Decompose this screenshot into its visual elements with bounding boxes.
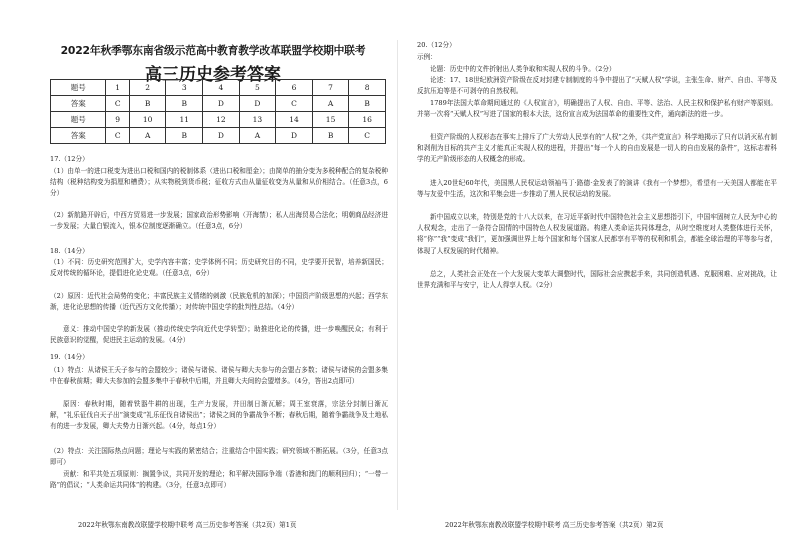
table-cell: C (106, 128, 129, 144)
table-cell: B (312, 128, 349, 144)
q20-argument-5 (417, 212, 777, 257)
q17-heading (50, 154, 388, 165)
q19-part2-features (50, 446, 388, 468)
table-cell: 5 (239, 80, 276, 96)
q20-example-label (417, 52, 777, 63)
table-cell: 3 (166, 80, 203, 96)
table-cell: 9 (106, 112, 129, 128)
table-cell: C (106, 96, 129, 112)
q19-part2-contributions (50, 469, 388, 491)
paragraph: 1789年法国大革命期间通过的《人权宣言》，明确提出了人权、自由、平等、法治、人民主权和保护私有财产等原则。并第一次将“天赋人权”写进了国家的根本大法，这份宣言成为法国革命的重要性文件，通向新法的进一步。 (417, 99, 777, 119)
right-page (397, 0, 794, 550)
paragraph: 19.（14分） (50, 353, 89, 361)
q19-part1-reasons (50, 399, 388, 433)
paragraph: （1）不同：历史研究范围扩大，史学内容丰富；史学体例不同；历史研究目的不同，史学要开民智，培养新国民；反对传统的循环论，提倡进化论史观。（任意3点，6分） (50, 258, 388, 278)
paragraph: （1）特点：从诸侯王夭子参与的会盟较少；诸侯与诸侯、诸侯与卿大夫参与的会盟占多数；诸侯与诸侯的会盟多集中在春秋前期；卿大夫参加的会盟多集中于春秋中后期，并且卿大夫间的会盟增多。（4分，答出2点即可） (50, 366, 388, 386)
paragraph: （2）新航路开辟后，中西方贸易进一步发展；国家政治形势影响（开海禁）；私人出海贸易合法化；明朝商品经济进一步发展；大量白银流入，银本位制度逐渐确立。（任意3点，6分） (50, 211, 388, 231)
paragraph: 论述：17、18世纪欧洲资产阶级在反对封建专制制度的斗争中提出了“天赋人权”学说，主张生命、财产、自由、平等及反抗压迫等是不可剥夺的自然权利。 (417, 76, 777, 96)
table-row (51, 80, 386, 96)
table-cell: 14 (276, 112, 313, 128)
table-cell: 8 (349, 80, 386, 96)
table-cell: D (239, 96, 276, 112)
table-cell: C (276, 96, 313, 112)
table-cell: 1 (106, 80, 129, 96)
q20-conclusion (417, 269, 777, 291)
table-cell: 11 (166, 112, 203, 128)
q18-part2-reasons (50, 291, 388, 313)
q18-heading (50, 246, 388, 257)
table-cell: 16 (349, 112, 386, 128)
table-cell: 10 (129, 112, 166, 128)
table-cell: D (203, 96, 240, 112)
table-cell: 答案 (51, 128, 106, 144)
q20-argument-4 (417, 178, 777, 200)
paragraph: （1）由单一的进口税变为进出口税和国内的税制体系（进出口税和厘金）；由简单的抽分变为多税种配合的复杂税种结构（税种结构变为捐厘和槽费）；从实物税到货币税；征收方式由从量征收变为从量和从价相结合。（任意3点，6分） (50, 167, 388, 198)
table-cell: C (349, 128, 386, 144)
q19-part1-features (50, 365, 388, 387)
paragraph: 贡献：和平共处五项原则：搁置争议，共同开发的理论；和平解决国际争端（香港和澳门的顺利回归）；“一带一路”的倡议；“人类命运共同体”的构建。（3分，任意3点即可） (50, 470, 388, 490)
table-cell: D (203, 128, 240, 144)
q19-heading (50, 352, 388, 363)
table-cell: B (166, 96, 203, 112)
paragraph: 新中国成立以来，特别是党的十八大以来，在习近平新时代中国特色社会主义思想指引下，中国牢固树立人民为中心的人权观念，走出了一条符合国情的中国特色人权发展道路。构建人类命运共同体理念，从时空维度对人类整体进行关怀，将“你”“我”变成“我们”，更加强调世界上每个国家和每个国家人民都享有平等的权利和机会，都能全球治理的平等参与者，体现了人权发展的时代精神。 (417, 213, 777, 255)
table-row (51, 128, 386, 144)
table-cell: 12 (203, 112, 240, 128)
table-cell: 15 (312, 112, 349, 128)
table-cell: A (129, 128, 166, 144)
table-cell: B (166, 128, 203, 144)
table-cell: D (276, 128, 313, 144)
paragraph: 但资产阶级的人权形态在事实上排斥了广大劳动人民享有的“人权”之外，《共产党宣言》科学地揭示了只有以消灭私有制和剥削为目标的共产主义才能真正实现人权的进程，并提出“每一个人的自由发展是一切人的自由发展的条件”，这标志着科学的无产阶级形态的人权概念的形成。 (417, 133, 777, 164)
table-cell: 答案 (51, 96, 106, 112)
paragraph: 18.（14分） (50, 247, 89, 255)
table-cell: 6 (276, 80, 313, 96)
doc-title: 高三历史参考答案 (145, 65, 281, 85)
paragraph: 进入20世纪60年代，美国黑人民权运动领袖马丁·路德·金发表了的演讲《我有一个梦想》，希望有一天美国人都能在平等与友爱中生活，这次和平集会进一步推动了黑人民权运动的发展。 (417, 179, 777, 199)
table-cell: A (239, 128, 276, 144)
q20-argument-1 (417, 75, 777, 97)
q20-thesis (417, 64, 777, 75)
paragraph: 论题：历史中的文件折射出人类争取和实现人权的斗争。（2分） (430, 65, 616, 73)
paragraph: 原因：春秋时期，随着铁器牛耕的出现，生产力发展，井田制日渐瓦解；周王室衰落，宗法分封制日渐瓦解，“礼乐征伐自天子出”演变成“礼乐征伐自诸侯出”；诸侯之间的争霸战争不断；春秋后期，随着争霸战争及土地私有的进一步发展，卿大夫势力日渐兴起。（4分，每点1分） (50, 400, 388, 431)
paragraph: 意义：推动中国史学的新发展（推动传统史学向近代史学转型）；助推进化论的传播，进一步唤醒民众；有利于民族意识的觉醒，促进民主运动的发展。（4分） (50, 325, 388, 345)
table-cell: 7 (312, 80, 349, 96)
q17-part1 (50, 166, 388, 200)
q20-argument-3 (417, 132, 777, 166)
q17-part2 (50, 210, 388, 232)
paragraph: （2）特点：关注国际热点问题；理论与实践的紧密结合；注重结合中国实践；研究领域不断拓展。（3分，任意3点即可） (50, 447, 388, 467)
q18-part2-significance (50, 324, 388, 346)
answer-table (50, 79, 386, 144)
paragraph: 17.（12分） (50, 155, 89, 163)
paragraph: 总之，人类社会正处在一个大发展大变革大调整时代，国际社会应携起手来，共同创造机遇、克服困难、应对挑战，让世界充满和平与安宁，让人人得享人权。（2分） (417, 270, 777, 290)
table-cell: B (129, 96, 166, 112)
page-footer-right: 2022年秋鄂东南教改联盟学校期中联考 高三历史参考答案（共2页）第2页 (445, 521, 664, 529)
table-cell: A (312, 96, 349, 112)
q20-argument-2 (417, 98, 777, 120)
table-cell: 4 (203, 80, 240, 96)
table-row (51, 96, 386, 112)
page-footer-left: 2022年秋鄂东南教改联盟学校期中联考 高三历史参考答案（共2页）第1页 (78, 521, 297, 529)
table-cell: 题号 (51, 112, 106, 128)
exam-title: 2022年秋季鄂东南省级示范高中教育教学改革联盟学校期中联考 (60, 44, 366, 57)
q20-heading (417, 40, 777, 51)
paragraph: 20.（12分） (417, 41, 456, 49)
paragraph: （2）原因：近代社会局势的变化；丰富民族主义情绪的刺激（民族危机的加深）；中国资产阶级思想的兴起；西学东渐，进化论思想的传播（近代西方文化传播）；对传统中国史学的批判性总结。（4分） (50, 292, 388, 312)
table-cell: B (349, 96, 386, 112)
paragraph: 示例： (417, 53, 437, 61)
table-cell: 13 (239, 112, 276, 128)
q18-part1 (50, 257, 388, 279)
table-cell: 题号 (51, 80, 106, 96)
table-cell: 2 (129, 80, 166, 96)
table-row (51, 112, 386, 128)
